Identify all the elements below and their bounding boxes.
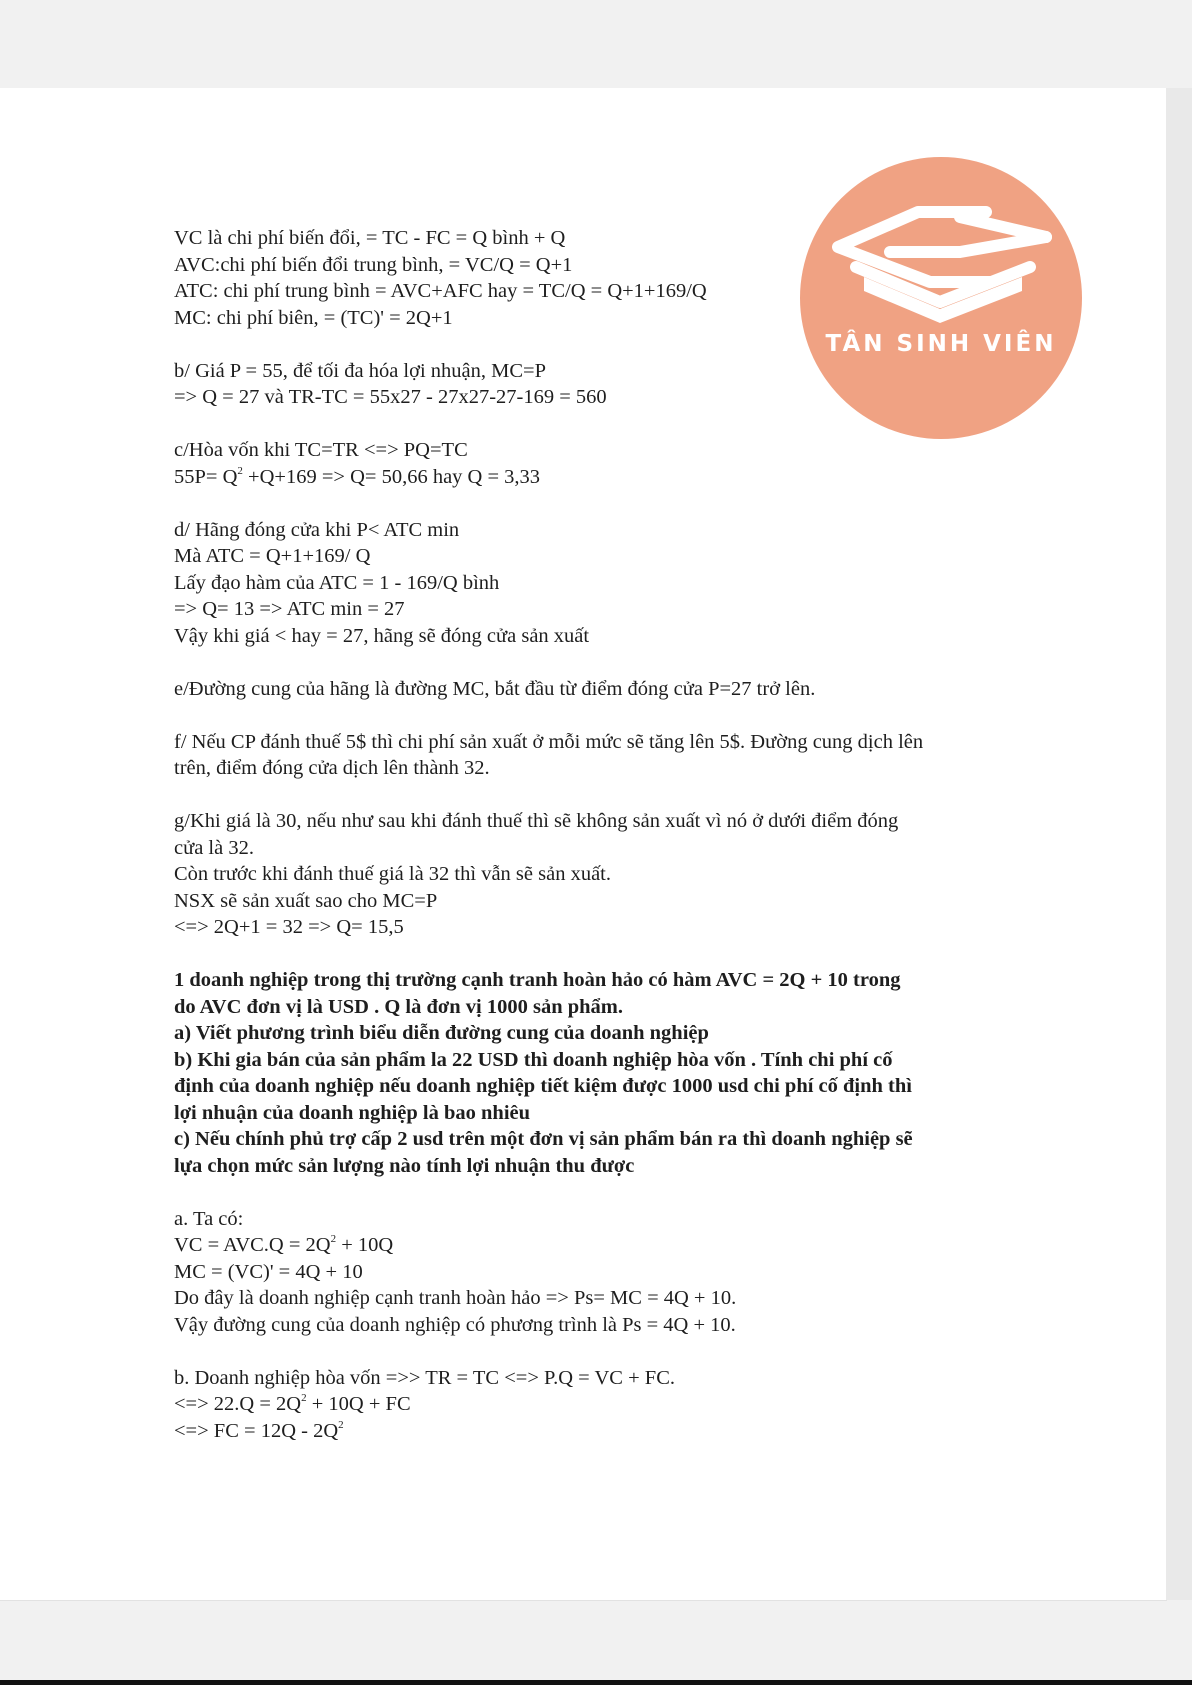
line-text: ATC: chi phí trung bình = AVC+AFC hay = TC/Q = Q+1+169/Q — [174, 280, 707, 302]
text-line — [174, 225, 1034, 252]
text-line — [174, 914, 1034, 941]
problem-statement-line — [174, 1153, 1034, 1180]
line-text: c/Hòa vốn khi TC=TR <=> PQ=TC — [174, 439, 468, 461]
line-text: c) Nếu chính phủ trợ cấp 2 usd trên một đơn vị sản phẩm bán ra thì doanh nghiệp sẽ — [174, 1128, 913, 1150]
line-text: g/Khi giá là 30, nếu như sau khi đánh thuế thì sẽ không sản xuất vì nó ở dưới điểm đóng — [174, 810, 899, 832]
line-text: cửa là 32. — [174, 836, 254, 859]
paragraph-gap — [174, 1338, 1034, 1365]
line-text: e/Đường cung của hãng là đường MC, bắt đầu từ điểm đóng cửa P=27 trở lên. — [174, 677, 816, 700]
text-line — [174, 305, 1034, 332]
superscript: 2 — [237, 464, 243, 477]
text-line — [174, 464, 1034, 491]
line-text: a) Viết phương trình biểu diễn đường cung của doanh nghiệp — [174, 1022, 709, 1044]
line-text: d/ Hãng đóng cửa khi P< ATC min — [174, 518, 460, 541]
text-line — [174, 755, 1034, 782]
line-text: lựa chọn mức sản lượng nào tính lợi nhuận thu được — [174, 1154, 635, 1177]
text-line — [174, 1259, 1034, 1286]
text-line — [174, 1365, 1034, 1392]
paragraph-gap — [174, 782, 1034, 809]
text-line — [174, 1232, 1034, 1259]
line-text: trên, điểm đóng cửa dịch lên thành 32. — [174, 757, 490, 779]
line-text: f/ Nếu CP đánh thuế 5$ thì chi phí sản xuất ở mỗi mức sẽ tăng lên 5$. Đường cung dịch lên — [174, 730, 924, 753]
document-body — [174, 225, 1034, 1444]
text-line — [174, 1391, 1034, 1418]
problem-statement-line — [174, 1100, 1034, 1127]
text-line — [174, 1312, 1034, 1339]
text-line — [174, 570, 1034, 597]
line-text: NSX sẽ sản xuất sao cho MC=P — [174, 889, 438, 912]
line-text: Mà ATC = Q+1+169/ Q — [174, 545, 371, 567]
line-text: <=> 22.Q = 2Q — [174, 1393, 302, 1415]
problem-statement-line — [174, 1047, 1034, 1074]
bottom-bar — [0, 1680, 1192, 1685]
text-line — [174, 384, 1034, 411]
line-text: b) Khi gia bán của sản phẩm la 22 USD thì doanh nghiệp hòa vốn . Tính chi phí cố — [174, 1048, 893, 1071]
line-text: Vậy khi giá < hay = 27, hãng sẽ đóng cửa sản xuất — [174, 624, 590, 647]
problem-statement-line — [174, 1126, 1034, 1153]
line-text: VC là chi phí biến đổi, = TC - FC = Q bình + Q — [174, 227, 566, 249]
superscript: 2 — [338, 1418, 344, 1431]
scroll-gutter — [1166, 88, 1192, 1600]
line-text: Lấy đạo hàm của ATC = 1 - 169/Q bình — [174, 571, 500, 594]
superscript: 2 — [301, 1392, 307, 1404]
line-text: 55P= Q — [174, 465, 238, 488]
text-line — [174, 808, 1034, 835]
text-line — [174, 437, 1034, 464]
line-text: MC: chi phí biên, = (TC)' = 2Q+1 — [174, 306, 453, 329]
text-line — [174, 1285, 1034, 1312]
text-line — [174, 1418, 1034, 1445]
text-line — [174, 517, 1034, 544]
text-line — [174, 252, 1034, 279]
line-text-continued: + 10Q + FC — [306, 1393, 411, 1415]
line-text: định của doanh nghiệp nếu doanh nghiệp tiết kiệm được 1000 usd chi phí cố định thì — [174, 1075, 912, 1097]
line-text: AVC:chi phí biến đổi trung bình, = VC/Q = Q+1 — [174, 253, 573, 276]
line-text: do AVC đơn vị là USD . Q là đơn vị 1000 sản phẩm. — [174, 995, 623, 1018]
line-text: b. Doanh nghiệp hòa vốn =>> TR = TC <=> P.Q = VC + FC. — [174, 1366, 675, 1389]
text-line — [174, 1206, 1034, 1233]
text-line — [174, 888, 1034, 915]
line-text: <=> FC = 12Q - 2Q — [174, 1419, 339, 1442]
text-line — [174, 676, 1034, 703]
paragraph-gap — [174, 411, 1034, 438]
line-text: <=> 2Q+1 = 32 => Q= 15,5 — [174, 916, 404, 938]
text-line — [174, 861, 1034, 888]
text-line — [174, 596, 1034, 623]
line-text: Vậy đường cung của doanh nghiệp có phương trình là Ps = 4Q + 10. — [174, 1313, 736, 1336]
text-line — [174, 623, 1034, 650]
line-text: a. Ta có: — [174, 1207, 244, 1230]
paragraph-gap — [174, 490, 1034, 517]
line-text: b/ Giá P = 55, để tối đa hóa lợi nhuận, MC=P — [174, 359, 547, 382]
line-text: Còn trước khi đánh thuế giá là 32 thì vẫn sẽ sản xuất. — [174, 863, 611, 885]
text-line — [174, 278, 1034, 305]
paragraph-gap — [174, 331, 1034, 358]
line-text-continued: + 10Q — [336, 1234, 394, 1256]
paragraph-gap — [174, 649, 1034, 676]
problem-statement-line — [174, 1073, 1034, 1100]
problem-statement-line — [174, 967, 1034, 994]
line-text: Do đây là doanh nghiệp cạnh tranh hoàn hảo => Ps= MC = 4Q + 10. — [174, 1287, 737, 1309]
line-text: 1 doanh nghiệp trong thị trường cạnh tranh hoàn hảo có hàm AVC = 2Q + 10 trong — [174, 969, 901, 991]
superscript: 2 — [330, 1233, 337, 1245]
text-line — [174, 729, 1034, 756]
paragraph-gap — [174, 702, 1034, 729]
line-text: => Q= 13 => ATC min = 27 — [174, 598, 405, 620]
logo-text: TÂN SINH VIÊN — [825, 331, 1057, 357]
line-text: => Q = 27 và TR-TC = 55x27 - 27x27-27-169 = 560 — [174, 386, 607, 408]
line-text-continued: +Q+169 => Q= 50,66 hay Q = 3,33 — [242, 465, 541, 488]
text-line — [174, 835, 1034, 862]
text-line — [174, 543, 1034, 570]
problem-statement-line — [174, 1020, 1034, 1047]
text-line — [174, 358, 1034, 385]
line-text: VC = AVC.Q = 2Q — [174, 1234, 331, 1256]
problem-statement-line — [174, 994, 1034, 1021]
line-text: MC = (VC)' = 4Q + 10 — [174, 1260, 363, 1283]
line-text: lợi nhuận của doanh nghiệp là bao nhiêu — [174, 1101, 531, 1124]
paragraph-gap — [174, 941, 1034, 968]
paragraph-gap — [174, 1179, 1034, 1206]
